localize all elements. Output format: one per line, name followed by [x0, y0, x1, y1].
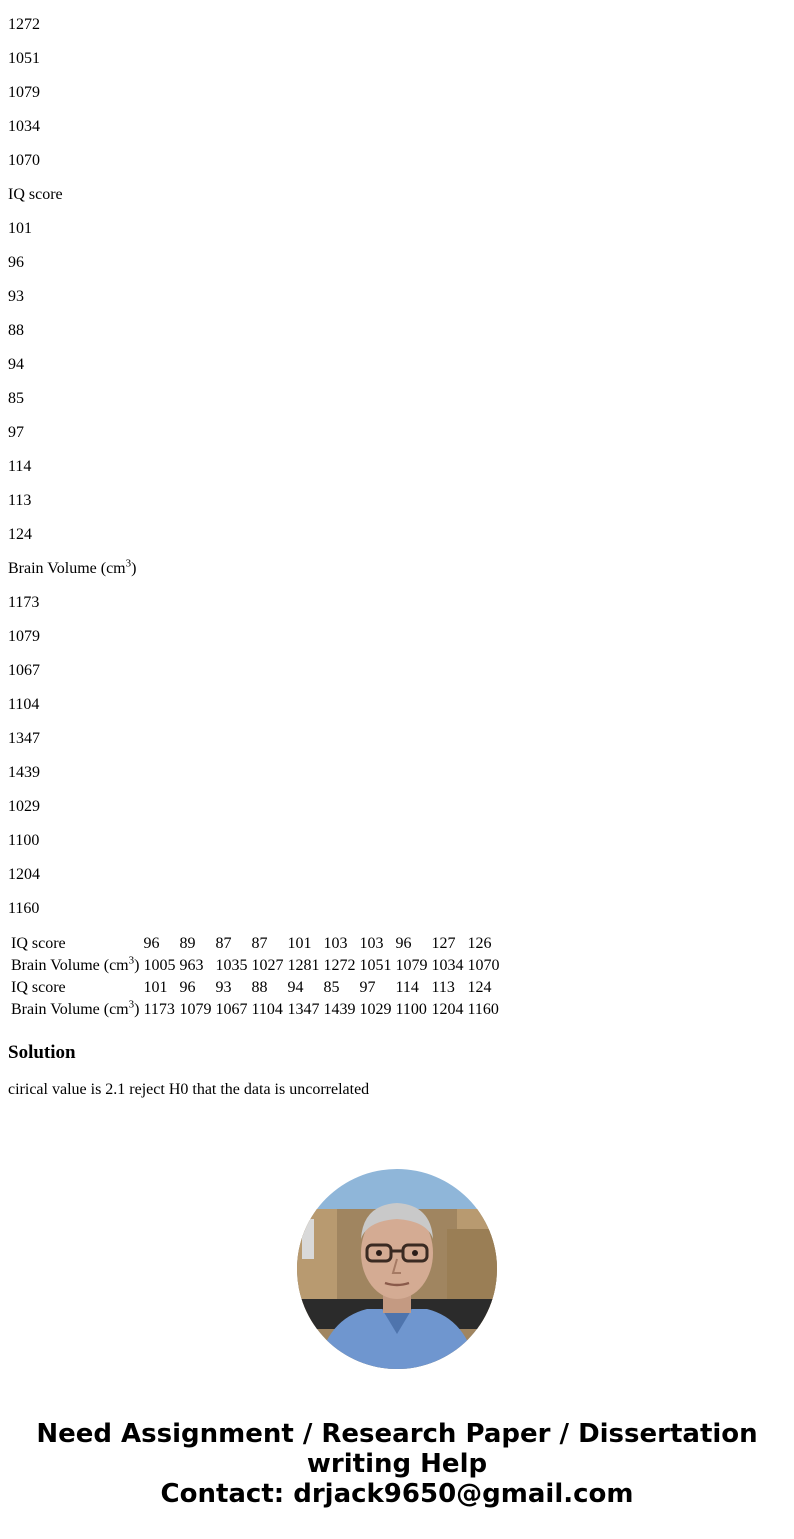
table-cell: 1027 — [251, 957, 284, 974]
list-item: 1034 — [8, 118, 40, 135]
table-cell: 1160 — [467, 1001, 499, 1018]
table-cell: 1204 — [431, 1001, 464, 1018]
list-item: 1079 — [8, 84, 40, 101]
brain-volume-list-top — [8, 16, 786, 918]
list-item: 1029 — [8, 798, 40, 815]
table-cell: 1070 — [467, 957, 500, 974]
avatar-photo-icon — [297, 1169, 497, 1369]
table-cell: 1272 — [323, 957, 356, 974]
table-cell: 96 — [179, 979, 196, 996]
row-label-brain-volume — [10, 1000, 140, 1020]
table-cell: 1173 — [143, 1001, 175, 1018]
promo-contact: Contact: drjack9650@gmail.com — [160, 1479, 634, 1509]
brain-label-sup: 3 — [128, 998, 135, 1011]
table-cell: 126 — [467, 935, 492, 952]
solution-heading: Solution — [8, 1042, 76, 1063]
list-item: 1079 — [8, 628, 40, 645]
table-cell: 97 — [359, 979, 376, 996]
list-item: 101 — [8, 220, 32, 237]
brain-label-prefix: Brain Volume (cm — [11, 1001, 129, 1018]
brain-volume-label — [8, 557, 786, 578]
list-item: 96 — [8, 254, 24, 271]
list-item: 1067 — [8, 662, 40, 679]
list-item: 1104 — [8, 696, 40, 713]
table-cell: 113 — [431, 979, 455, 996]
table-cell: 87 — [251, 935, 268, 952]
list-item: 1347 — [8, 730, 40, 747]
list-item: 114 — [8, 458, 32, 475]
row-label-iq-score: IQ score — [11, 935, 66, 952]
table-cell: 89 — [179, 935, 196, 952]
table-cell: 124 — [467, 979, 492, 996]
brain-label-prefix: Brain Volume (cm — [8, 560, 126, 577]
brain-label-suffix: ) — [134, 957, 140, 974]
promo-line-2: writing Help — [306, 1449, 488, 1479]
promo-banner — [0, 1419, 794, 1509]
table-cell: 103 — [359, 935, 384, 952]
table-cell: 1051 — [359, 957, 392, 974]
list-item: 1204 — [8, 866, 40, 883]
list-item: 93 — [8, 288, 24, 305]
data-table — [8, 932, 502, 1022]
table-cell: 94 — [287, 979, 304, 996]
table-row — [10, 978, 500, 998]
list-item: 94 — [8, 356, 24, 373]
table-cell: 1005 — [143, 957, 176, 974]
table-cell: 1079 — [179, 1001, 212, 1018]
table-cell: 1347 — [287, 1001, 320, 1018]
table-cell: 1035 — [215, 957, 248, 974]
table-cell: 963 — [179, 957, 204, 974]
table-cell: 114 — [395, 979, 419, 996]
list-item: 1100 — [8, 832, 40, 849]
table-cell: 1067 — [215, 1001, 248, 1018]
table-row — [10, 956, 500, 976]
table-cell: 103 — [323, 935, 348, 952]
list-item: 1051 — [8, 50, 40, 67]
table-cell: 85 — [323, 979, 340, 996]
table-cell: 1104 — [251, 1001, 283, 1018]
list-item: 97 — [8, 424, 24, 441]
list-item: 124 — [8, 526, 32, 543]
table-cell: 88 — [251, 979, 268, 996]
brain-label-sup: 3 — [125, 557, 132, 570]
table-cell: 1029 — [359, 1001, 392, 1018]
list-item: 1173 — [8, 594, 40, 611]
list-item: 85 — [8, 390, 24, 407]
list-item: 1439 — [8, 764, 40, 781]
table-cell: 1034 — [431, 957, 464, 974]
brain-label-suffix: ) — [131, 560, 137, 577]
document-body — [0, 16, 794, 1099]
data-table-body — [10, 934, 500, 1020]
brain-label-suffix: ) — [134, 1001, 140, 1018]
table-cell: 87 — [215, 935, 232, 952]
table-row — [10, 934, 500, 954]
table-cell: 1079 — [395, 957, 428, 974]
promo-line-1: Need Assignment / Research Paper / Dissertation — [36, 1419, 758, 1449]
list-item: 1272 — [8, 16, 40, 33]
table-row — [10, 1000, 500, 1020]
list-item: 88 — [8, 322, 24, 339]
table-cell: 96 — [143, 935, 160, 952]
table-cell: 1281 — [287, 957, 320, 974]
list-item: 1160 — [8, 900, 40, 917]
table-cell: 1439 — [323, 1001, 356, 1018]
brain-label-sup: 3 — [128, 954, 135, 967]
table-cell: 93 — [215, 979, 232, 996]
row-label-brain-volume — [10, 956, 140, 976]
solution-text: cirical value is 2.1 reject H0 that the data is uncorrelated — [8, 1081, 370, 1098]
table-cell: 127 — [431, 935, 456, 952]
table-cell: 101 — [287, 935, 312, 952]
table-cell: 96 — [395, 935, 412, 952]
table-cell: 101 — [143, 979, 168, 996]
row-label-iq-score: IQ score — [11, 979, 66, 996]
list-item: 1070 — [8, 152, 40, 169]
avatar — [297, 1169, 497, 1369]
list-item: 113 — [8, 492, 32, 509]
brain-label-prefix: Brain Volume (cm — [11, 957, 129, 974]
iq-score-label: IQ score — [8, 186, 63, 203]
table-cell: 1100 — [395, 1001, 427, 1018]
